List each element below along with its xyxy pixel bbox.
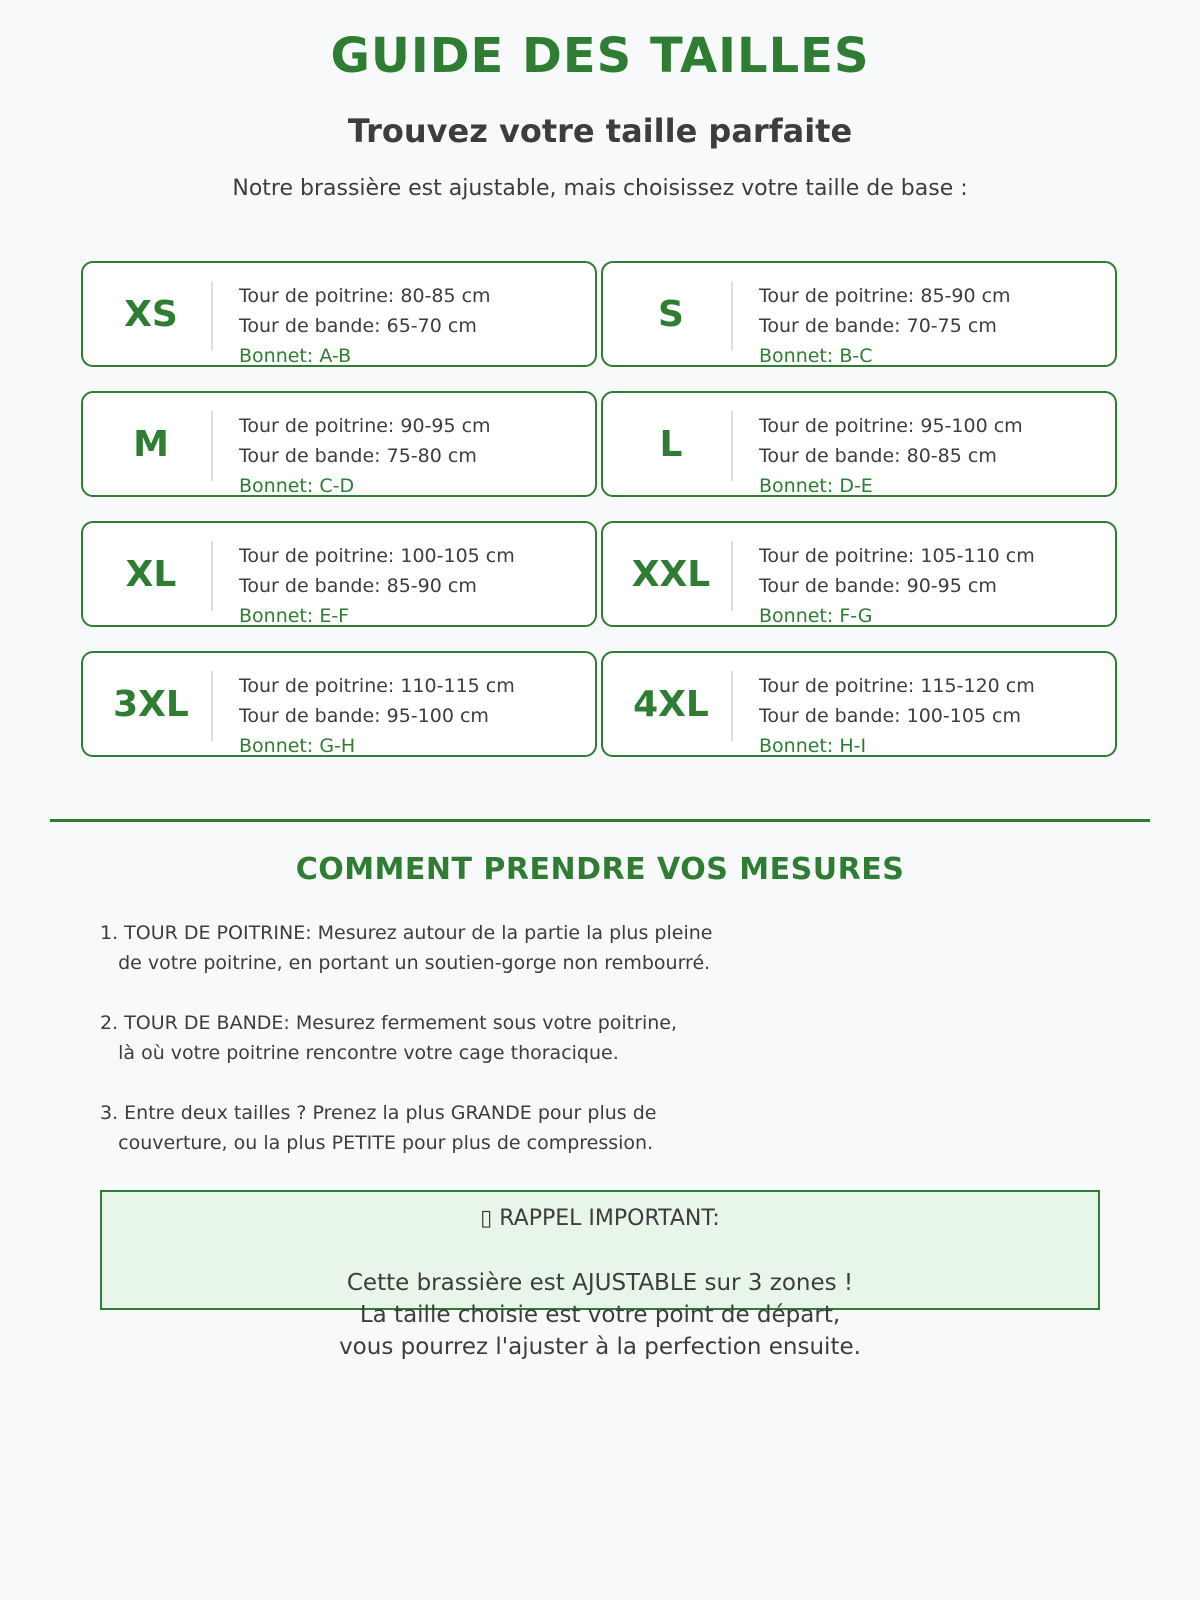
chest-measurement: Tour de poitrine: 110-115 cm <box>239 675 515 697</box>
cup-size: Bonnet: E-F <box>239 605 350 627</box>
cup-size: Bonnet: C-D <box>239 475 355 497</box>
size-label: M <box>133 424 169 465</box>
cup-size: Bonnet: G-H <box>239 735 356 757</box>
section-divider <box>50 819 1150 822</box>
size-card-m <box>81 391 597 497</box>
band-measurement: Tour de bande: 85-90 cm <box>239 575 477 597</box>
reminder-line-3: vous pourrez l'ajuster à la perfection ensuite. <box>339 1334 861 1360</box>
card-divider <box>731 541 733 611</box>
chest-measurement: Tour de poitrine: 85-90 cm <box>759 285 1011 307</box>
card-divider <box>731 281 733 351</box>
guide-subtitle: Trouvez votre taille parfaite <box>347 112 853 150</box>
chest-measurement: Tour de poitrine: 95-100 cm <box>759 415 1023 437</box>
band-measurement: Tour de bande: 65-70 cm <box>239 315 477 337</box>
size-label: XS <box>124 294 178 335</box>
band-measurement: Tour de bande: 100-105 cm <box>759 705 1022 727</box>
cup-size: Bonnet: H-I <box>759 735 867 757</box>
cup-size: Bonnet: A-B <box>239 345 352 367</box>
chest-measurement: Tour de poitrine: 90-95 cm <box>239 415 491 437</box>
size-label: S <box>658 294 684 335</box>
step-1-line-1: 1. TOUR DE POITRINE: Mesurez autour de la partie la plus pleine <box>100 922 713 944</box>
band-measurement: Tour de bande: 90-95 cm <box>759 575 997 597</box>
cup-size: Bonnet: D-E <box>759 475 873 497</box>
step-2-line-1: 2. TOUR DE BANDE: Mesurez fermement sous votre poitrine, <box>100 1012 677 1034</box>
chest-measurement: Tour de poitrine: 100-105 cm <box>239 545 515 567</box>
card-divider <box>211 281 213 351</box>
size-label: 3XL <box>113 684 189 725</box>
howto-title: COMMENT PRENDRE VOS MESURES <box>295 852 905 887</box>
guide-title: GUIDE DES TAILLES <box>330 28 870 84</box>
size-card-xxl <box>601 521 1117 627</box>
band-measurement: Tour de bande: 80-85 cm <box>759 445 997 467</box>
step-1-line-2: de votre poitrine, en portant un soutien-gorge non rembourré. <box>100 952 711 974</box>
size-card-s <box>601 261 1117 367</box>
reminder-line-1: Cette brassière est AJUSTABLE sur 3 zones ! <box>346 1270 854 1296</box>
card-divider <box>211 671 213 741</box>
guide-intro: Notre brassière est ajustable, mais choisissez votre taille de base : <box>232 176 968 201</box>
reminder-line-2: La taille choisie est votre point de départ, <box>359 1302 841 1328</box>
size-card-3xl <box>81 651 597 757</box>
reminder-heading: ▯ RAPPEL IMPORTANT: <box>480 1206 720 1231</box>
card-divider <box>731 671 733 741</box>
step-3-line-1: 3. Entre deux tailles ? Prenez la plus GRANDE pour plus de <box>100 1102 657 1124</box>
size-label: 4XL <box>633 684 709 725</box>
card-divider <box>731 411 733 481</box>
step-2-line-2: là où votre poitrine rencontre votre cage thoracique. <box>100 1042 619 1064</box>
size-card-xl <box>81 521 597 627</box>
size-card-4xl <box>601 651 1117 757</box>
size-label: XL <box>125 554 177 595</box>
band-measurement: Tour de bande: 70-75 cm <box>759 315 997 337</box>
size-label: XXL <box>631 554 711 595</box>
chest-measurement: Tour de poitrine: 80-85 cm <box>239 285 491 307</box>
band-measurement: Tour de bande: 75-80 cm <box>239 445 477 467</box>
band-measurement: Tour de bande: 95-100 cm <box>239 705 489 727</box>
step-3-line-2: couverture, ou la plus PETITE pour plus de compression. <box>100 1132 654 1154</box>
card-divider <box>211 411 213 481</box>
size-card-xs <box>81 261 597 367</box>
chest-measurement: Tour de poitrine: 105-110 cm <box>759 545 1035 567</box>
size-label: L <box>659 424 683 465</box>
card-divider <box>211 541 213 611</box>
size-card-l <box>601 391 1117 497</box>
cup-size: Bonnet: B-C <box>759 345 873 367</box>
chest-measurement: Tour de poitrine: 115-120 cm <box>759 675 1035 697</box>
cup-size: Bonnet: F-G <box>759 605 873 627</box>
